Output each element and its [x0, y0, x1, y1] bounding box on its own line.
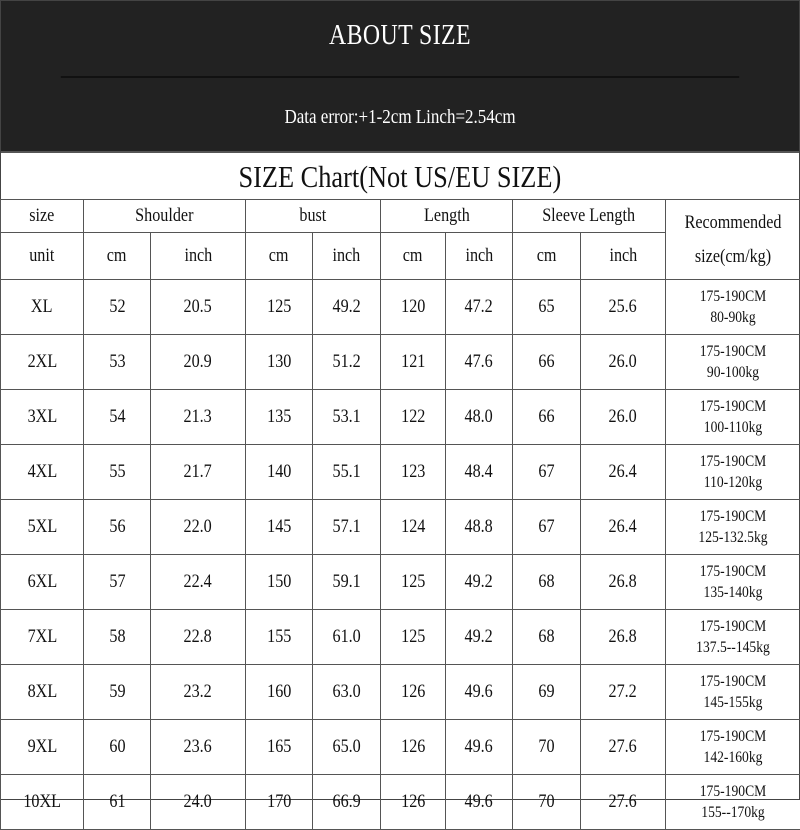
header-size: size: [1, 200, 84, 233]
cell-bu-cm: 125: [246, 280, 313, 335]
cell-recommended: 175-190CM 155--170kg: [666, 775, 800, 830]
cell-sh-cm: 56: [84, 500, 151, 555]
cell-le-in: 47.6: [446, 335, 513, 390]
chart-title: SIZE Chart(Not US/EU SIZE): [1, 151, 799, 199]
cell-sl-in: 26.0: [581, 335, 666, 390]
cell-bu-in: 59.1: [313, 555, 381, 610]
cell-recommended: 175-190CM 142-160kg: [666, 720, 800, 775]
unit-cm: cm: [246, 233, 313, 280]
cell-le-cm: 121: [381, 335, 446, 390]
cell-size: 10XL: [1, 775, 84, 830]
table-row: [1, 500, 800, 555]
cell-sh-cm: 54: [84, 390, 151, 445]
cell-bu-in: 57.1: [313, 500, 381, 555]
cell-sl-in: 26.8: [581, 555, 666, 610]
data-error-banner: [1, 78, 799, 151]
cell-le-in: 49.6: [446, 665, 513, 720]
cell-bu-in: 61.0: [313, 610, 381, 665]
cell-recommended: 175-190CM 90-100kg: [666, 335, 800, 390]
cell-sh-in: 21.3: [151, 390, 246, 445]
cell-sh-cm: 53: [84, 335, 151, 390]
cell-size: 8XL: [1, 665, 84, 720]
unit-inch: inch: [446, 233, 513, 280]
cell-bu-cm: 155: [246, 610, 313, 665]
cell-bu-in: 65.0: [313, 720, 381, 775]
cell-sl-in: 26.4: [581, 500, 666, 555]
cell-bu-in: 66.9: [313, 775, 381, 830]
table-row: [1, 335, 800, 390]
cell-bu-in: 51.2: [313, 335, 381, 390]
cell-sl-cm: 70: [513, 775, 581, 830]
cell-bu-cm: 145: [246, 500, 313, 555]
cell-recommended: 175-190CM 80-90kg: [666, 280, 800, 335]
header-length: Length: [381, 200, 513, 233]
cell-sh-in: 20.5: [151, 280, 246, 335]
cell-bu-cm: 135: [246, 390, 313, 445]
cell-le-in: 48.8: [446, 500, 513, 555]
cell-bu-cm: 160: [246, 665, 313, 720]
cell-sh-cm: 61: [84, 775, 151, 830]
unit-cm: cm: [513, 233, 581, 280]
cell-bu-in: 55.1: [313, 445, 381, 500]
cell-sl-in: 25.6: [581, 280, 666, 335]
cell-le-in: 48.4: [446, 445, 513, 500]
cell-sh-cm: 52: [84, 280, 151, 335]
header-row-categories: [1, 200, 800, 233]
cell-le-cm: 120: [381, 280, 446, 335]
size-table: [0, 199, 800, 830]
cell-sl-cm: 66: [513, 390, 581, 445]
cell-sl-in: 26.8: [581, 610, 666, 665]
header-recommended: Recommended size(cm/kg): [666, 200, 800, 280]
cell-size: XL: [1, 280, 84, 335]
cell-size: 4XL: [1, 445, 84, 500]
cell-le-cm: 125: [381, 610, 446, 665]
cell-sl-in: 27.6: [581, 720, 666, 775]
cell-sh-in: 20.9: [151, 335, 246, 390]
cell-sh-in: 23.6: [151, 720, 246, 775]
cell-sl-cm: 68: [513, 555, 581, 610]
table-row: [1, 720, 800, 775]
cell-sh-cm: 57: [84, 555, 151, 610]
cell-le-cm: 122: [381, 390, 446, 445]
cell-sl-cm: 67: [513, 500, 581, 555]
cell-le-cm: 124: [381, 500, 446, 555]
cell-le-in: 47.2: [446, 280, 513, 335]
cell-sl-cm: 69: [513, 665, 581, 720]
table-row: [1, 665, 800, 720]
cell-sl-in: 27.2: [581, 665, 666, 720]
cell-sh-cm: 55: [84, 445, 151, 500]
cell-bu-cm: 150: [246, 555, 313, 610]
cell-recommended: 175-190CM 100-110kg: [666, 390, 800, 445]
cell-recommended: 175-190CM 135-140kg: [666, 555, 800, 610]
cell-size: 3XL: [1, 390, 84, 445]
table-row: [1, 445, 800, 500]
cell-bu-in: 53.1: [313, 390, 381, 445]
cell-bu-cm: 165: [246, 720, 313, 775]
header-bust: bust: [246, 200, 381, 233]
cell-bu-cm: 140: [246, 445, 313, 500]
cell-recommended: 175-190CM 145-155kg: [666, 665, 800, 720]
about-size-banner: [1, 1, 799, 78]
cell-sl-in: 26.0: [581, 390, 666, 445]
cell-sh-in: 21.7: [151, 445, 246, 500]
cell-sl-cm: 67: [513, 445, 581, 500]
cell-size: 7XL: [1, 610, 84, 665]
cell-sl-in: 26.4: [581, 445, 666, 500]
unit-cm: cm: [84, 233, 151, 280]
unit-inch: inch: [313, 233, 381, 280]
cell-sl-cm: 70: [513, 720, 581, 775]
cell-sh-in: 23.2: [151, 665, 246, 720]
cell-sh-in: 24.0: [151, 775, 246, 830]
banner-note: Data error:+1-2cm Linch=2.54cm: [61, 78, 739, 151]
cell-size: 2XL: [1, 335, 84, 390]
unit-cm: cm: [381, 233, 446, 280]
cell-sl-cm: 68: [513, 610, 581, 665]
cell-le-cm: 123: [381, 445, 446, 500]
cell-sh-in: 22.4: [151, 555, 246, 610]
cell-bu-in: 49.2: [313, 280, 381, 335]
table-row: [1, 280, 800, 335]
cell-recommended: 175-190CM 110-120kg: [666, 445, 800, 500]
cell-recommended: 175-190CM 137.5--145kg: [666, 610, 800, 665]
cell-le-in: 49.2: [446, 610, 513, 665]
cell-le-cm: 126: [381, 775, 446, 830]
cell-le-in: 49.2: [446, 555, 513, 610]
table-row: [1, 555, 800, 610]
cell-size: 6XL: [1, 555, 84, 610]
cell-le-in: 49.6: [446, 775, 513, 830]
cell-size: 9XL: [1, 720, 84, 775]
cell-le-cm: 126: [381, 720, 446, 775]
cell-sh-in: 22.8: [151, 610, 246, 665]
header-unit: unit: [1, 233, 84, 280]
banner-title: ABOUT SIZE: [61, 1, 739, 78]
cell-sh-cm: 60: [84, 720, 151, 775]
cell-size: 5XL: [1, 500, 84, 555]
unit-inch: inch: [151, 233, 246, 280]
cell-recommended: 175-190CM 125-132.5kg: [666, 500, 800, 555]
header-shoulder: Shoulder: [84, 200, 246, 233]
cell-bu-cm: 170: [246, 775, 313, 830]
header-sleeve-length: Sleeve Length: [513, 200, 666, 233]
cell-le-cm: 126: [381, 665, 446, 720]
unit-inch: inch: [581, 233, 666, 280]
cell-sl-in: 27.6: [581, 775, 666, 830]
table-row: [1, 390, 800, 445]
cell-le-in: 49.6: [446, 720, 513, 775]
table-row: [1, 775, 800, 830]
cell-sl-cm: 66: [513, 335, 581, 390]
cell-sh-in: 22.0: [151, 500, 246, 555]
cell-bu-cm: 130: [246, 335, 313, 390]
table-row: [1, 610, 800, 665]
cell-sh-cm: 58: [84, 610, 151, 665]
cell-sh-cm: 59: [84, 665, 151, 720]
cell-le-cm: 125: [381, 555, 446, 610]
cell-sl-cm: 65: [513, 280, 581, 335]
cell-bu-in: 63.0: [313, 665, 381, 720]
cell-le-in: 48.0: [446, 390, 513, 445]
